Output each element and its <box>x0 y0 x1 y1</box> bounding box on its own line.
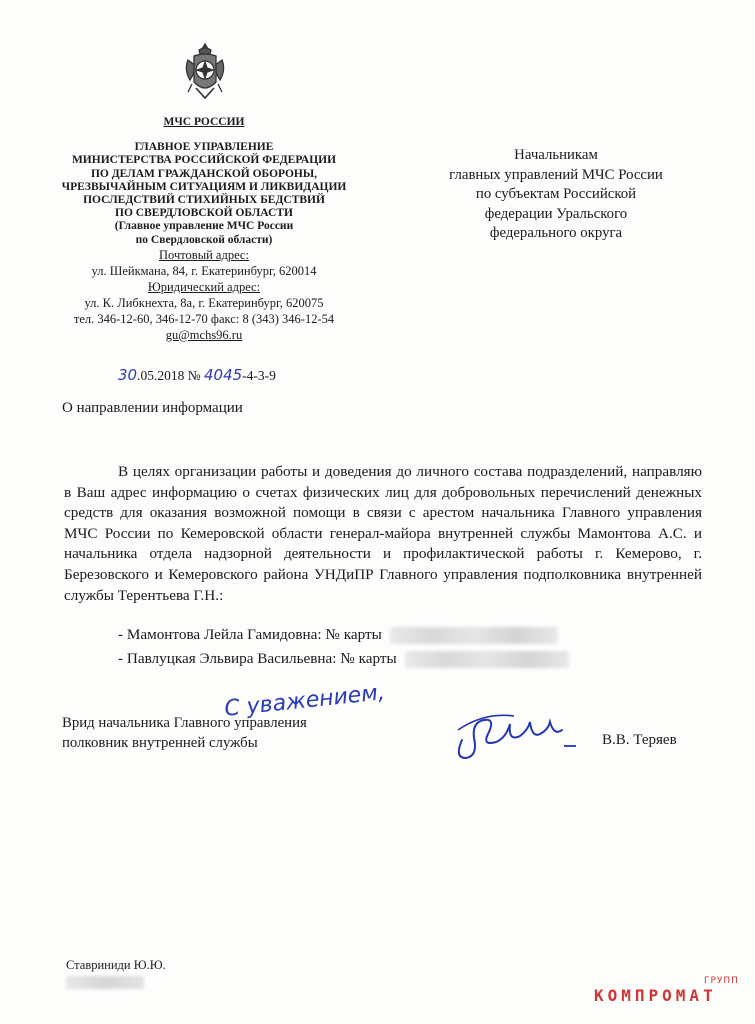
redacted-card-number <box>390 627 558 644</box>
org-line: ПО ДЕЛАМ ГРАЖДАНСКОЙ ОБОРОНЫ, <box>90 167 318 180</box>
date-number-line <box>118 366 276 384</box>
postal-address: ул. Шейкмана, 84, г. Екатеринбург, 620014 <box>91 263 317 278</box>
org-line: ГЛАВНОЕ УПРАВЛЕНИЕ <box>134 141 274 154</box>
legal-label: Юридический адрес: <box>147 279 261 294</box>
greeting-text: С уважением, <box>223 680 386 722</box>
sender-block <box>60 116 348 343</box>
handwritten-day: 30 <box>118 366 138 384</box>
number-suffix: -4-3-9 <box>242 368 276 383</box>
recipient-line: главных управлений МЧС России <box>449 166 663 183</box>
card-holder: - Павлуцкая Эльвира Васильевна: № карты <box>118 650 397 667</box>
recipient-line: по субъектам Российской <box>475 186 637 203</box>
watermark-sub: ГРУПП <box>704 976 739 986</box>
signature-icon <box>444 700 584 768</box>
date-rest: .05.2018 № <box>137 368 201 383</box>
postal-label: Почтовый адрес: <box>159 247 249 262</box>
recipient-line: Начальникам <box>514 147 598 163</box>
watermark-logo: КОМПРОМАТ <box>594 986 717 1005</box>
card-item <box>118 626 558 644</box>
legal-address: ул. К. Либкнехта, 8а, г. Екатеринбург, 620075 <box>84 295 324 310</box>
signer-block <box>62 714 307 753</box>
org-line: по Свердловской области) <box>135 233 273 246</box>
emchs-emblem-icon <box>180 40 230 102</box>
recipient-block <box>418 146 694 244</box>
signer-name: В.В. Теряев <box>602 732 677 748</box>
signer-title: Врид начальника Главного управления <box>62 715 307 731</box>
recipient-line: федерации Уральского <box>484 205 628 222</box>
signer-rank: полковник внутренней службы <box>62 734 258 751</box>
executor-name: Ставриниди Ю.Ю. <box>66 958 166 972</box>
org-line: (Главное управление МЧС России <box>114 220 294 233</box>
redacted-phone <box>66 976 144 989</box>
handwritten-number: 4045 <box>203 366 243 384</box>
org-line: ПОСЛЕДСТВИЙ СТИХИЙНЫХ БЕДСТВИЙ <box>83 194 325 207</box>
body-paragraph: В целях организации работы и доведения до личного состава подразделений, направляю в Ваш адрес информацию о счетах физических лиц для добровольных перечислений денежных средств для оказания возможной помощи в связи с арестом начальника Главного управления МЧС России по Кемеровской области генерал-майора внутренней службы Мамонтова А.С. и начальника отдела надзорной деятельности и профилактической работы г. Кемерово, г. Березовского и Кемеровского района УНДиПР Главного управления подполковника внутренней службы Терентьева Г.Н.: <box>64 463 702 604</box>
card-holder: - Мамонтова Лейла Гамидовна: № карты <box>118 626 382 643</box>
phones: тел. 346-12-60, 346-12-70 факс: 8 (343) 346-12-54 <box>73 311 335 326</box>
recipient-line: федерального округа <box>489 225 623 242</box>
org-title: МЧС РОССИИ <box>163 116 245 128</box>
redacted-card-number <box>405 651 569 668</box>
org-line: МИНИСТЕРСТВА РОССИЙСКОЙ ФЕДЕРАЦИИ <box>71 154 337 167</box>
subject-line: О направлении информации <box>62 400 243 416</box>
org-line: ПО СВЕРДЛОВСКОЙ ОБЛАСТИ <box>115 207 293 220</box>
email-link[interactable]: gu@mchs96.ru <box>165 327 243 342</box>
org-line: ЧРЕЗВЫЧАЙНЫМ СИТУАЦИЯМ И ЛИКВИДАЦИИ <box>61 180 347 193</box>
card-item <box>118 650 569 668</box>
